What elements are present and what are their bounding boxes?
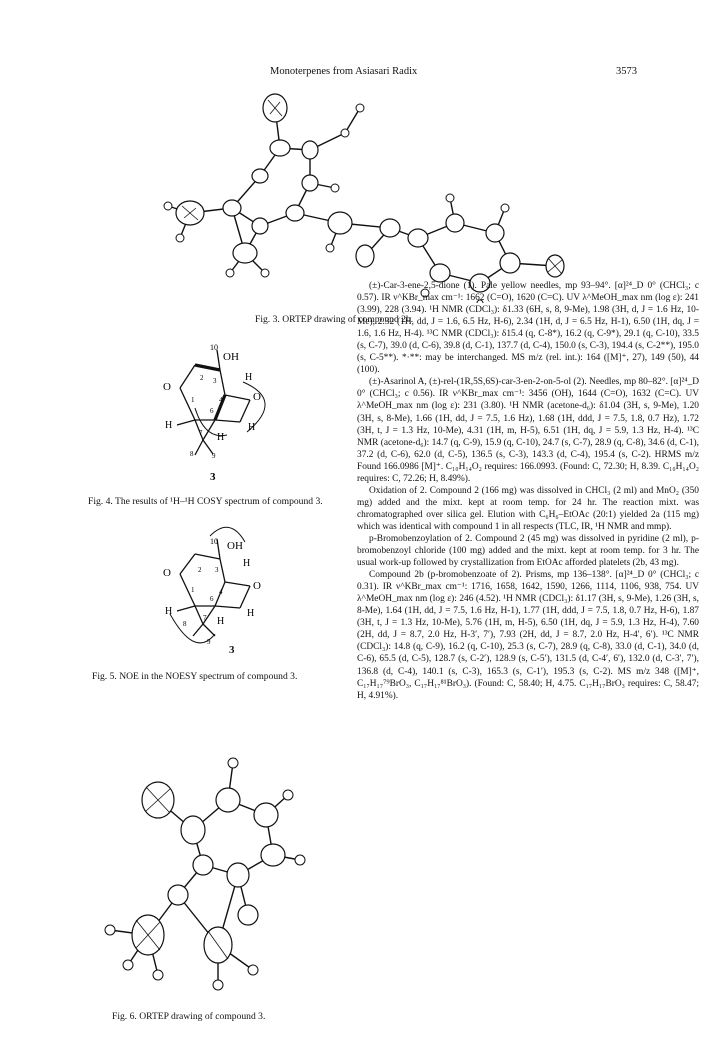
atom-o-keto: O bbox=[163, 567, 171, 579]
atom-number-6: 6 bbox=[210, 407, 214, 415]
paragraph-bromobenzoylation: p-Bromobenzoylation of 2. Compound 2 (45 mg) was dissolved in pyridine (2 ml), p-bromobenzoyl chloride (100 mg) added and the mixt. kept at room temp. for 3 hr. The usual work-up followed by crystallization from EtOAc afforded platelets (2b, 43 mg). bbox=[357, 533, 699, 569]
paragraph-oxidation: Oxidation of 2. Compound 2 (166 mg) was dissolved in CHCl₃ (2 ml) and MnO₂ (350 mg) added and the mixt. kept at room temp. for 24 hr. The reaction mixt. was chromatographed over silica gel. Elution with C₆H₆–EtOAc (20:1) yielded 2a (115 mg) which was identical with compound 1 in all respects (TLC, IR, ¹H NMR and mmp). bbox=[357, 485, 699, 532]
atom-h-bottom: H bbox=[217, 432, 225, 443]
atom-number-7: 7 bbox=[203, 614, 207, 622]
atom-h-top: H bbox=[245, 372, 253, 383]
atom-h-right: H bbox=[247, 608, 255, 619]
paragraph-asarinol-a: (±)-Asarinol A, (±)-rel-(1R,5S,6S)-car-3-en-2-on-5-ol (2). Needles, mp 80–82°. [α]²⁴_D 0° (CHCl₃; c 0.56). IR ν^KBr_max cm⁻¹: 3456 (OH), 1644 (C=O), 1632 (C=C). UV λ^MeOH_max nm (log ε): 231 (3.80). ¹H NMR (acetone-d₆): δ1.04 (3H, s, 9-Me), 1.20 (3H, s, 8-Me), 1.66 (1H, dd, J = 7.5, 1.6 Hz), 1.68 (1H, ddd, J = 7.5, 1.8, 0.7 Hz), 1.72 (3H, t, J = 1.3 Hz, 10-Me), 4.31 (1H, m, H-5), 6.51 (1H, dq, J = 5.9, 1.3 Hz, H-4). ¹³C NMR (acetone-d₆): 14.7 (q, C-9), 15.9 (q, C-10), 24.7 (s, C-7), 28.9 (q, C-8), 34.6 (d, C-1), 37.2 (d, C-6), 62.0 (d, C-5), 136.5 (s, C-3), 143.3 (d, C-4), 195.4 (s, C-2). HRMS m/z Found 166.0986 [M]⁺. C₁₀H₁₄O₂ requires: 166.0993. (Found: C, 72.30; H, 8.39. C₁₀H₁₄O₂ requires: C, 72.26; H, 8.49%). bbox=[357, 377, 699, 484]
atom-number-10: 10 bbox=[210, 343, 218, 352]
fig5-noesy-structure bbox=[155, 514, 305, 664]
atom-h-left: H bbox=[165, 606, 173, 617]
fig5-caption: Fig. 5. NOE in the NOESY spectrum of compound 3. bbox=[92, 671, 298, 682]
fig4-caption: Fig. 4. The results of ¹H–¹H COSY spectrum of compound 3. bbox=[88, 496, 323, 507]
atom-h-right: H bbox=[248, 422, 256, 433]
atom-h-left: H bbox=[165, 420, 173, 431]
paragraph-compound-2b: Compound 2b (p-bromobenzoate of 2). Prisms, mp 136–138°. [α]²⁴_D 0° (CHCl₃; c 0.31). IR ν^KBr_max cm⁻¹: 1716, 1658, 1642, 1590, 1266, 1114, 1106, 938, 754. UV λ^MeOH_max nm (log ε): 246 (4.52). ¹H NMR (CDCl₃): δ1.17 (3H, s, 9-Me), 1.26 (3H, s, 8-Me), 1.64 (1H, dd, J = 7.5, 1.6 Hz, H-1), 1.77 (1H, ddd, J = 7.5, 1.8, 0.7 Hz, H-6), 1.87 (3H, t, J = 1.3 Hz, 10-Me), 5.76 (1H, m, H-5), 6.50 (1H, dq, J = 5.9, 1.3 Hz, H-4), 7.60 (2H, dd, J = 8.7, 2.0 Hz, H-3′, 7′), 7.93 (2H, dd, J = 8.7, 2.0 Hz, H-4′, 6′). ¹³C NMR (CDCl₃): 14.8 (q, C-9), 16.2 (q, C-10), 25.3 (s, C-7), 28.9 (q, C-8), 33.0 (d, C-1), 34.0 (d, C-6), 65.5 (d, C-5), 128.7 (s, C-2′), 128.9 (s, C-5′), 131.5 (d, C-4′, 6′), 132.0 (d, C-3′, 7′), 136.8 (d, C-4), 140.1 (s, C-3), 165.3 (s, C-1′), 195.3 (s, C-2). MS m/z 348 ([M]⁺, C₁₇H₁₇⁷⁹BrO₃, C₁₇H₁₇⁸¹BrO₃). (Found: C, 58.40; H, 4.75. C₁₇H₁₇BrO₃ requires: C, 58.47; H, 4.91%). bbox=[357, 570, 699, 701]
atom-number-6: 6 bbox=[210, 595, 214, 603]
atom-number-9: 9 bbox=[207, 638, 211, 646]
atom-number-4: 4 bbox=[219, 396, 223, 404]
atom-number-9: 9 bbox=[212, 452, 216, 460]
atom-oh: OH bbox=[223, 351, 239, 363]
atom-o-keto: O bbox=[163, 381, 171, 393]
atom-number-2: 2 bbox=[200, 374, 204, 382]
page-number: 3573 bbox=[616, 66, 637, 77]
atom-number-7: 7 bbox=[199, 429, 203, 437]
fig6-ortep-drawing bbox=[88, 745, 328, 1015]
atom-number-3: 3 bbox=[215, 566, 219, 574]
atom-h-top: H bbox=[243, 558, 251, 569]
atom-number-1: 1 bbox=[191, 396, 195, 404]
atom-number-10: 10 bbox=[210, 537, 218, 546]
atom-h-bottom: H bbox=[217, 616, 225, 627]
atom-number-2: 2 bbox=[198, 566, 202, 574]
compound-label-fig4: 3 bbox=[210, 471, 216, 483]
atom-number-3: 3 bbox=[213, 377, 217, 385]
atom-number-8: 8 bbox=[190, 450, 194, 458]
atom-number-8: 8 bbox=[183, 620, 187, 628]
running-title: Monoterpenes from Asiasari Radix bbox=[270, 66, 418, 77]
atom-o-epoxide: O bbox=[253, 391, 261, 403]
fig3-ortep-drawing bbox=[150, 88, 590, 303]
experimental-text-column bbox=[357, 280, 699, 702]
fig6-caption: Fig. 6. ORTEP drawing of compound 3. bbox=[112, 1011, 266, 1022]
atom-o-epoxide: O bbox=[253, 580, 261, 592]
atom-number-4: 4 bbox=[219, 588, 223, 596]
atom-number-1: 1 bbox=[191, 586, 195, 594]
fig3-caption: Fig. 3. ORTEP drawing of compound 2b. bbox=[255, 314, 414, 325]
paragraph-compound-1: (±)-Car-3-ene-2,5-dione (1). Pale yellow needles, mp 93–94°. [α]²⁴_D 0° (CHCl₃; c 0.57). IR ν^KBr_max cm⁻¹: 1662 (C=O), 1620 (C=C). UV λ^MeOH_max nm (log ε): 241 (3.99), 228 (3.94). ¹H NMR (CDCl₃): δ1.33 (6H, s, 8, 9-Me), 1.98 (3H, d, J = 1.6 Hz, 10-Me), 2.32 (1H, dd, J = 1.6, 6.5 Hz, H-6), 2.34 (1H, d, J = 6.5 Hz, H-1), 6.50 (1H, dq, J = 1.6, 1.6 Hz, H-4). ¹³C NMR (CDCl₃): δ15.4 (q, C-8*), 16.2 (q, C-9*), 29.1 (q, C-10), 33.5 (s, C-7), 39.0 (d, C-6), 39.8 (d, C-1), 137.7 (d, C-4), 150.0 (s, C-3), 194.4 (s, C-2**), 195.0 (s, C-5**). *·**: may be interchanged. MS m/z (rel. int.): 164 ([M]⁺, 27), 149 (50), 44 (100). bbox=[357, 281, 699, 376]
fig4-cosy-structure bbox=[155, 340, 305, 490]
atom-oh: OH bbox=[227, 540, 243, 552]
compound-label-fig5: 3 bbox=[229, 644, 235, 656]
